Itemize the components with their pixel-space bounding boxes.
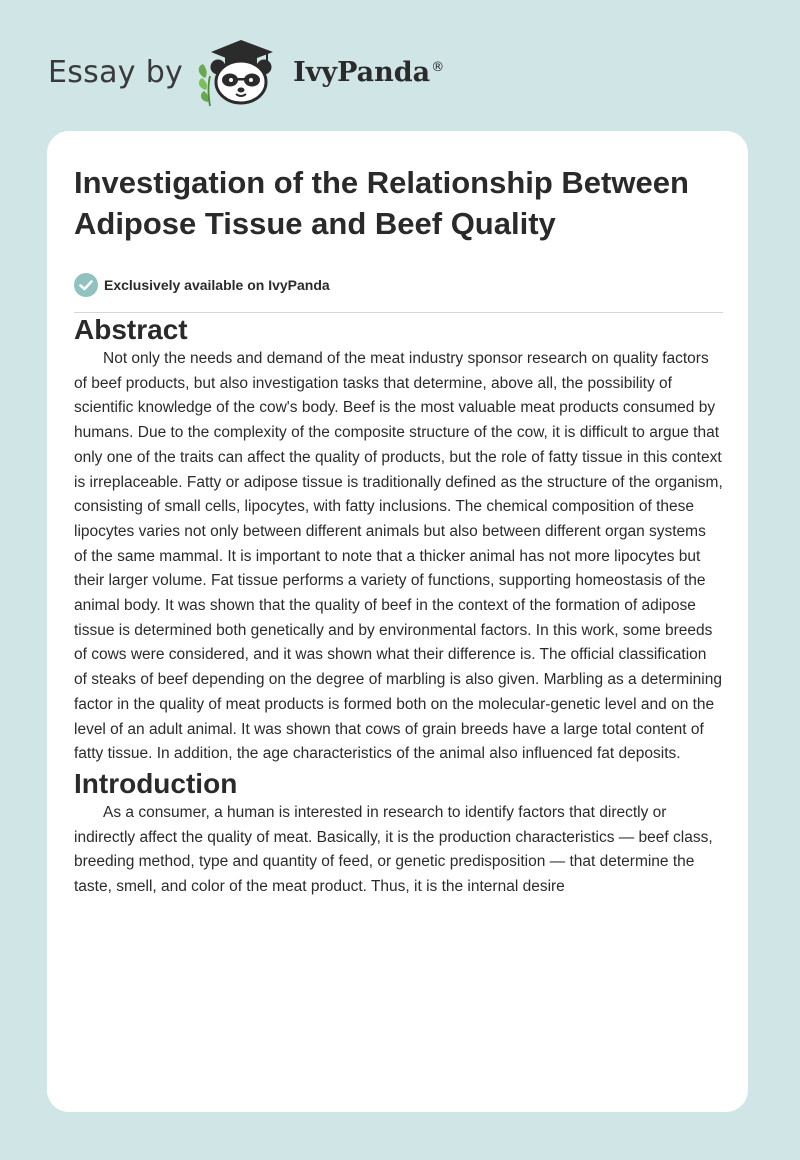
check-circle-icon xyxy=(74,273,98,297)
site-header xyxy=(48,36,444,108)
abstract-paragraph: Not only the needs and demand of the meat industry sponsor research on quality factors of beef products, but also investigation tasks that determine, above all, the possibility of scientific knowledge of the cow's body. Beef is the most valuable meat products consumed by humans. Due to the complexity of the composite structure of the cow, it is difficult to argue that only one of the traits can affect the quality of products, but the role of fatty tissue in this context is irreplaceable. Fatty or adipose tissue is traditionally defined as the structure of the organism, consisting of small cells, lipocytes, with fatty inclusions. The chemical composition of these lipocytes varies not only between different animals but also between different organ systems of the same mammal. It is important to note that a thicker animal has not more lipocytes but their larger volume. Fat tissue performs a variety of functions, supporting homeostasis of the animal body. It was shown that the quality of beef in the context of the formation of adipose tissue is determined both genetically and by environmental factors. In this work, some breeds of cows were considered, and it was shown what their difference is. The official classification of steaks of beef depending on the degree of marbling is also given. Marbling as a determining factor in the quality of meat products is formed both on the molecular-genetic level and on the level of an adult animal. It was shown that cows of grain breeds have a large total content of fatty tissue. In addition, the age characteristics of the animal also influenced fat deposits. xyxy=(74,350,723,763)
essay-by-label: Essay by xyxy=(48,54,184,90)
section-heading-abstract: Abstract xyxy=(74,314,188,345)
introduction-paragraph: As a consumer, a human is interested in research to identify factors that directly or indirectly affect the quality of meat. Basically, it is the production characteristics — beef class, breeding method, type and quantity of feed, or genetic predisposition — that determine the taste, smell, and color of the meat product. Thus, it is the internal desire xyxy=(74,803,713,896)
exclusive-badge xyxy=(74,272,723,298)
exclusive-badge-text: Exclusively available on IvyPanda xyxy=(104,277,330,293)
essay-card xyxy=(47,131,748,1112)
brand-name[interactable] xyxy=(293,57,444,88)
essay-content xyxy=(74,162,723,900)
essay-title: Investigation of the Relationship Between Adipose Tissue and Beef Quality xyxy=(74,165,689,241)
registered-mark: ® xyxy=(431,59,445,75)
panda-logo-icon[interactable] xyxy=(195,36,291,108)
brand-name-text: IvyPanda xyxy=(293,56,431,88)
section-heading-introduction: Introduction xyxy=(74,767,238,799)
